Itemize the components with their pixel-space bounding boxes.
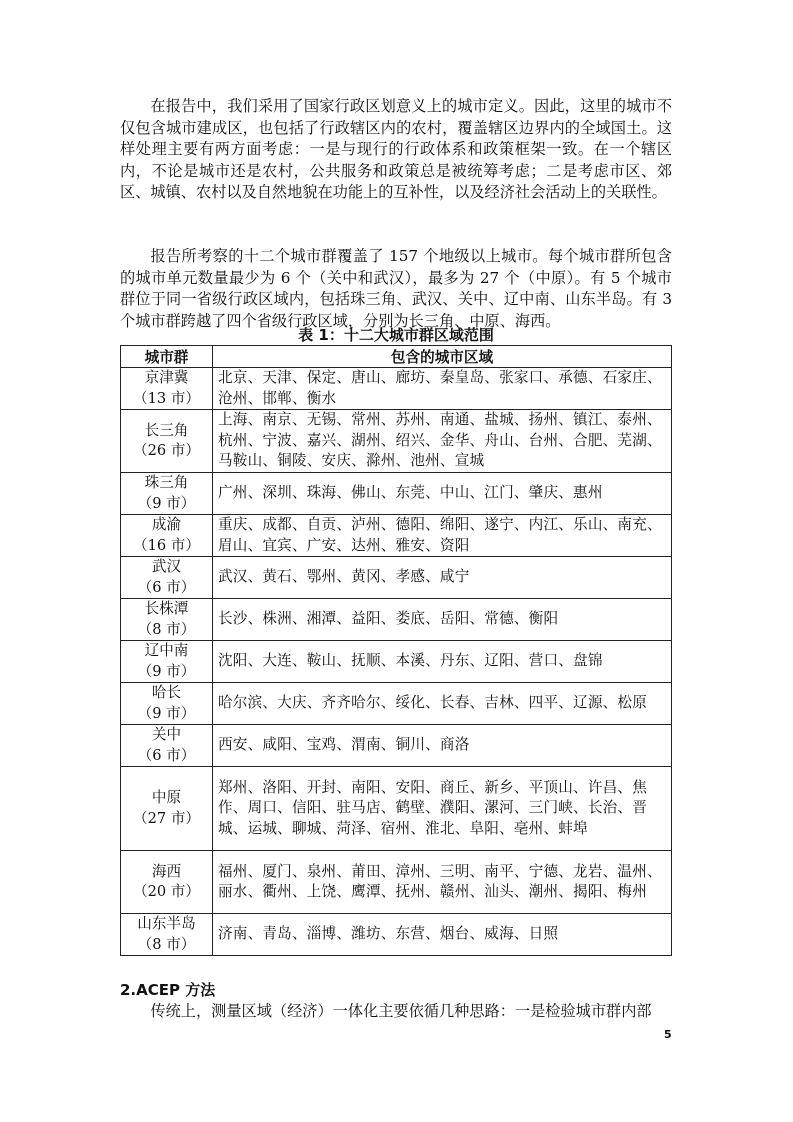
- table-row: [121, 641, 672, 683]
- cluster-name-cell: [121, 914, 213, 956]
- cluster-name-cell: [121, 641, 213, 683]
- table-row: [121, 515, 672, 557]
- intro-paragraph-2: 报告所考察的十二个城市群覆盖了 157 个地级以上城市。每个城市群所包含的城市单元数量最少为 6 个（关中和武汉），最多为 27 个（中原）。有 5 个城市群位于同一省级行政区域内，包括珠三角、武汉、关中、辽中南、山东半岛。有 3 个城市群跨越了四个省级行政区域，分别为长三角、中原、海西。: [120, 247, 672, 330]
- cluster-name: 成渝: [151, 516, 182, 533]
- cluster-name: 武汉: [151, 558, 182, 575]
- cluster-name: 关中: [151, 726, 182, 743]
- cluster-name: 长株潭: [144, 600, 189, 617]
- page-number: 5: [664, 1028, 672, 1041]
- cluster-cities: 福州、厦门、泉州、莆田、漳州、三明、南平、宁德、龙岩、温州、丽水、衢州、上饶、鹰潭、抚州、赣州、汕头、潮州、揭阳、梅州: [213, 851, 672, 914]
- cluster-name-cell: [121, 410, 213, 473]
- cluster-cities: 郑州、洛阳、开封、南阳、安阳、商丘、新乡、平顶山、许昌、焦作、周口、信阳、驻马店、鹤壁、濮阳、漯河、三门峡、长治、晋城、运城、聊城、菏泽、宿州、淮北、阜阳、亳州、蚌埠: [213, 767, 672, 851]
- table-row: [121, 410, 672, 473]
- cluster-count: （16 市）: [133, 536, 200, 554]
- city-cluster-table: [120, 345, 672, 956]
- cluster-count: （6 市）: [137, 578, 196, 596]
- cluster-cities: 西安、咸阳、宝鸡、渭南、铜川、商洛: [213, 725, 672, 767]
- table-caption: 表 1：十二大城市群区域范围: [298, 326, 494, 344]
- cluster-name-cell: [121, 683, 213, 725]
- cluster-count: （13 市）: [133, 389, 200, 407]
- cluster-name: 长三角: [144, 421, 189, 439]
- cluster-count: （9 市）: [137, 662, 196, 680]
- cluster-cities: 哈尔滨、大庆、齐齐哈尔、绥化、长春、吉林、四平、辽源、松原: [213, 683, 672, 725]
- cluster-name-cell: [121, 767, 213, 851]
- cluster-cities: 长沙、株洲、湘潭、益阳、娄底、岳阳、常德、衡阳: [213, 599, 672, 641]
- cluster-name-cell: [121, 557, 213, 599]
- cluster-name-cell: [121, 725, 213, 767]
- table-row: [121, 851, 672, 914]
- cluster-name: 中原: [151, 789, 182, 806]
- cluster-name-cell: [121, 473, 213, 515]
- cluster-name: 珠三角: [144, 474, 189, 491]
- cluster-count: （8 市）: [137, 620, 196, 638]
- cluster-count: （26 市）: [133, 442, 200, 459]
- cluster-name: 海西: [151, 862, 182, 880]
- table-row: [121, 368, 672, 410]
- header-cities: 包含的城市区域: [213, 346, 672, 368]
- cluster-name: 哈长: [151, 684, 182, 701]
- cluster-count: （6 市）: [137, 746, 196, 764]
- cluster-name-cell: [121, 368, 213, 410]
- header-cluster: 城市群: [121, 346, 213, 368]
- cluster-name-cell: [121, 851, 213, 914]
- table-row: [121, 914, 672, 956]
- table-row: [121, 683, 672, 725]
- cluster-name-cell: [121, 515, 213, 557]
- cluster-cities: 重庆、成都、自贡、泸州、德阳、绵阳、遂宁、内江、乐山、南充、眉山、宜宾、广安、达州、雅安、资阳: [213, 515, 672, 557]
- cluster-cities: 武汉、黄石、鄂州、黄冈、孝感、咸宁: [213, 557, 672, 599]
- table-header-row: [121, 346, 672, 368]
- table-row: [121, 599, 672, 641]
- cluster-cities: 济南、青岛、淄博、潍坊、东营、烟台、威海、日照: [213, 914, 672, 956]
- cluster-cities: 上海、南京、无锡、常州、苏州、南通、盐城、扬州、镇江、泰州、杭州、宁波、嘉兴、湖州、绍兴、金华、舟山、台州、合肥、芜湖、马鞍山、铜陵、安庆、滁州、池州、宣城: [213, 410, 672, 473]
- cluster-name: 辽中南: [144, 642, 189, 659]
- cluster-count: （8 市）: [137, 935, 196, 953]
- cluster-count: （20 市）: [133, 883, 200, 900]
- cluster-count: （9 市）: [137, 704, 196, 722]
- cluster-cities: 北京、天津、保定、唐山、廊坊、秦皇岛、张家口、承德、石家庄、沧州、邯郸、衡水: [213, 368, 672, 410]
- cluster-cities: 广州、深圳、珠海、佛山、东莞、中山、江门、肇庆、惠州: [213, 473, 672, 515]
- cluster-cities: 沈阳、大连、鞍山、抚顺、本溪、丹东、辽阳、营口、盘锦: [213, 641, 672, 683]
- section-heading: 2.ACEP 方法: [120, 981, 216, 999]
- table-row: [121, 725, 672, 767]
- cluster-count: （27 市）: [133, 809, 200, 827]
- cluster-name-cell: [121, 599, 213, 641]
- table-row: [121, 557, 672, 599]
- intro-paragraph-1: 在报告中，我们采用了国家行政区划意义上的城市定义。因此，这里的城市不仅包含城市建成区，也包括了行政辖区内的农村，覆盖辖区边界内的全域国土。这样处理主要有两方面考虑：一是与现行的行政体系和政策框架一致。在一个辖区内，不论是城市还是农村，公共服务和政策总是被统筹考虑；二是考虑市区、郊区、城镇、农村以及自然地貌在功能上的互补性，以及经济社会活动上的关联性。: [120, 97, 672, 201]
- table-row: [121, 767, 672, 851]
- section-paragraph: 传统上，测量区域（经济）一体化主要依循几种思路：一是检验城市群内部: [150, 1002, 652, 1020]
- cluster-name: 京津冀: [144, 369, 189, 386]
- cluster-count: （9 市）: [137, 494, 196, 512]
- cluster-name: 山东半岛: [137, 915, 196, 932]
- table-row: [121, 473, 672, 515]
